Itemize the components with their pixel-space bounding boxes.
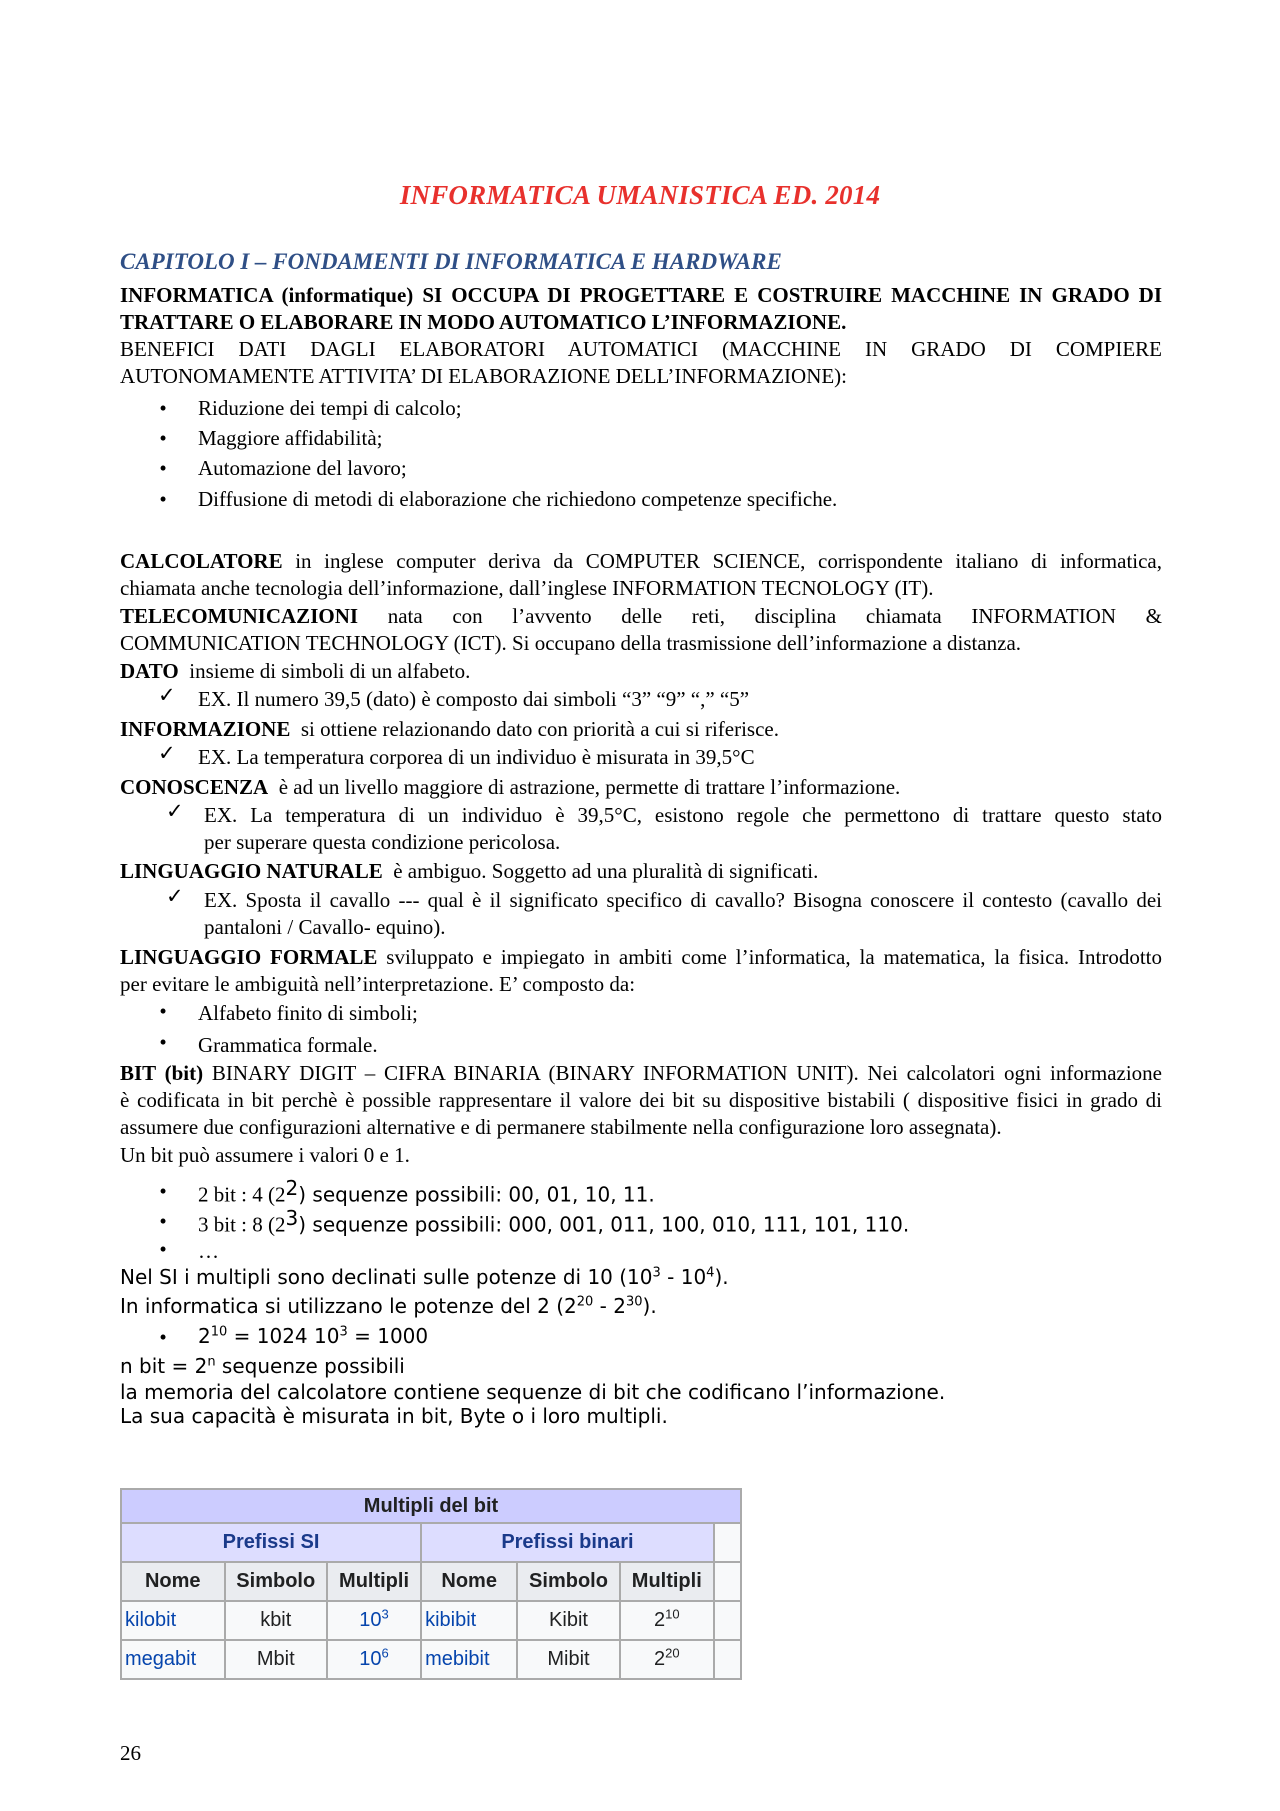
- dato-example: EX. Il numero 39,5 (dato) è composto dai simboli “3” “9” “,” “5”: [198, 687, 750, 711]
- dato-line: DATO insieme di simboli di un alfabeto.: [120, 659, 471, 683]
- binary-multiple: $2^{20}$: [621, 1641, 713, 1678]
- term-informatica: INFORMATICA (informatique): [120, 283, 414, 307]
- checkmark-icon: ✓: [158, 741, 176, 765]
- bit-line-4: Un bit può assumere i valori 0 e 1.: [120, 1143, 410, 1167]
- term-informazione: INFORMAZIONE: [120, 717, 291, 741]
- list-item: Alfabeto finito di simboli;: [198, 1001, 418, 1025]
- term-conoscenza: CONOSCENZA: [120, 775, 269, 799]
- table-empty-cell: [715, 1524, 740, 1561]
- binary-multiples-line: In informatica si utilizzano le potenze del 2 $(2^{20} - 2^{30})$.: [120, 1294, 657, 1318]
- table-group-binary: Prefissi binari: [422, 1524, 713, 1561]
- list-item: Diffusione di metodi di elaborazione che richiedono competenze specifiche.: [198, 487, 838, 511]
- linguaggio-naturale-example-line-2: pantaloni / Cavallo- equino).: [204, 915, 446, 939]
- bullet-dot: •: [159, 1325, 167, 1349]
- table-header: Multipli: [621, 1563, 713, 1600]
- checkmark-icon: ✓: [158, 683, 176, 707]
- linguaggio-formale-line-2: per evitare le ambiguità nell’interpretazione. E’ composto da:: [120, 972, 636, 996]
- linguaggio-formale-line-1: LINGUAGGIO FORMALE sviluppato e impiegato in ambiti come l’informatica, la matematica, la fisica. Introdotto: [120, 945, 1163, 969]
- binary-symbol: Kibit: [518, 1602, 618, 1639]
- calcolatore-line-2: chiamata anche tecnologia dell’informazione, dall’inglese INFORMATION TECNOLOGY (IT).: [120, 576, 934, 600]
- bullet-dot: •: [159, 456, 167, 480]
- memory-line-2: La sua capacità è misurata in bit, Byte o i loro multipli.: [120, 1404, 668, 1428]
- bit-line-1: BIT (bit) BINARY DIGIT – CIFRA BINARIA (BINARY INFORMATION UNIT). Nei calcolatori ogni informazione: [120, 1061, 1163, 1085]
- telecomunicazioni-line-2: COMMUNICATION TECHNOLOGY (ICT). Si occupano della trasmissione dell’informazione a distanza.: [120, 631, 1022, 655]
- si-symbol: Mbit: [226, 1641, 326, 1678]
- bullet-dot: •: [159, 396, 167, 420]
- binary-multiple: $2^{10}$: [621, 1602, 713, 1639]
- table-header: Nome: [122, 1563, 224, 1600]
- table-header: Simbolo: [226, 1563, 326, 1600]
- bit-line-3: assumere due configurazioni alternative e di permanere stabilmente nella configurazione loro assegnata).: [120, 1115, 1002, 1139]
- si-symbol: kbit: [226, 1602, 326, 1639]
- list-item: Grammatica formale.: [198, 1033, 378, 1057]
- page-number: 26: [120, 1741, 141, 1765]
- table-group-si: Prefissi SI: [122, 1524, 420, 1561]
- bullet-dot: •: [159, 1179, 167, 1203]
- chapter-heading: CAPITOLO I – FONDAMENTI DI INFORMATICA E HARDWARE: [120, 249, 782, 274]
- bullet-dot: •: [159, 1237, 167, 1261]
- informazione-line: INFORMAZIONE si ottiene relazionando dato con priorità a cui si riferisce.: [120, 717, 779, 741]
- term-dato: DATO: [120, 659, 179, 683]
- document-title: INFORMATICA UMANISTICA ED. 2014: [399, 180, 881, 210]
- calcolatore-line-1: CALCOLATORE in inglese computer deriva da COMPUTER SCIENCE, corrispondente italiano di informatica,: [120, 549, 1163, 573]
- intro-line-2: TRATTARE O ELABORARE IN MODO AUTOMATICO L’INFORMAZIONE.: [120, 310, 847, 334]
- table-empty-cell: [715, 1641, 740, 1678]
- binary-prefix-link[interactable]: mebibit: [422, 1641, 516, 1678]
- checkmark-icon: ✓: [166, 799, 184, 823]
- bullet-dot: •: [159, 487, 167, 511]
- memory-line-1: la memoria del calcolatore contiene sequenze di bit che codificano l’informazione.: [120, 1380, 946, 1404]
- table-header: Nome: [422, 1563, 516, 1600]
- table-header: Simbolo: [518, 1563, 618, 1600]
- table-row: [122, 1641, 740, 1678]
- conoscenza-example-line-2: per superare questa condizione pericolosa.: [204, 830, 561, 854]
- conoscenza-example-line-1: EX. La temperatura di un individuo è 39,5°C, esistono regole che permettono di trattare questo stato: [204, 803, 1162, 827]
- bit-sequence-3: 3 bit : 8 $(2^3)$ sequenze possibili: 000, 001, 011, 100, 010, 111, 101, 110.: [198, 1206, 910, 1237]
- binary-prefix-link[interactable]: kibibit: [422, 1602, 516, 1639]
- list-item: Riduzione dei tempi di calcolo;: [198, 396, 462, 420]
- checkmark-icon: ✓: [166, 884, 184, 908]
- n-bit-line: n bit = $2^n$ sequenze possibili: [120, 1354, 405, 1378]
- linguaggio-naturale-example-line-1: EX. Sposta il cavallo --- qual è il significato specifico di cavallo? Bisogna conoscere il contesto (cavallo dei: [204, 888, 1162, 912]
- list-item: Maggiore affidabilità;: [198, 426, 383, 450]
- binary-symbol: Mibit: [518, 1641, 618, 1678]
- term-calcolatore: CALCOLATORE: [120, 549, 283, 573]
- intro-line-1: [120, 282, 1162, 309]
- si-prefix-link[interactable]: kilobit: [122, 1602, 224, 1639]
- linguaggio-naturale-line: LINGUAGGIO NATURALE è ambiguo. Soggetto ad una pluralità di significati.: [120, 859, 819, 883]
- term-linguaggio-formale: LINGUAGGIO FORMALE: [120, 945, 378, 969]
- table-empty-cell: [715, 1563, 740, 1600]
- telecomunicazioni-line-1: TELECOMUNICAZIONI nata con l’avvento delle reti, disciplina chiamata INFORMATION &: [120, 604, 1163, 628]
- bullet-dot: •: [159, 999, 167, 1023]
- term-bit: BIT (bit): [120, 1061, 204, 1085]
- bullet-dot: •: [159, 1030, 167, 1054]
- conoscenza-line: CONOSCENZA è ad un livello maggiore di astrazione, permette di trattare l’informazione.: [120, 775, 901, 799]
- benefits-intro-line-2: AUTONOMAMENTE ATTIVITA’ DI ELABORAZIONE DELL’INFORMAZIONE):: [120, 364, 848, 388]
- bit-line-2: è codificata in bit perchè è possible rappresentare il valore dei bit su dispositive bistabili ( dispositive fisici in grado di: [120, 1088, 1162, 1112]
- list-item: Automazione del lavoro;: [198, 456, 407, 480]
- table-row: [122, 1602, 740, 1639]
- benefits-intro-line-1: BENEFICI DATI DAGLI ELABORATORI AUTOMATICI (MACCHINE IN GRADO DI COMPIERE: [120, 337, 1162, 361]
- power-equation: $2^{10} = 1024$ $10^3 = 1000$: [198, 1324, 429, 1348]
- si-multiple[interactable]: $10^6$: [328, 1641, 420, 1678]
- informazione-example: EX. La temperatura corporea di un individuo è misurata in 39,5°C: [198, 745, 755, 769]
- si-prefix-link[interactable]: megabit: [122, 1641, 224, 1678]
- si-multiples-line: Nel SI i multipli sono declinati sulle potenze di 10 $(10^3 - 10^4)$.: [120, 1265, 729, 1289]
- term-linguaggio-naturale: LINGUAGGIO NATURALE: [120, 859, 383, 883]
- term-telecomunicazioni: TELECOMUNICAZIONI: [120, 604, 359, 628]
- si-multiple[interactable]: $10^3$: [328, 1602, 420, 1639]
- bit-multiples-table: [120, 1488, 742, 1680]
- intro-line-1-rest: SI OCCUPA DI PROGETTARE E COSTRUIRE MACCHINE IN GRADO DI: [422, 283, 1163, 307]
- table-header: Multipli: [328, 1563, 420, 1600]
- bullet-dot: •: [159, 1209, 167, 1233]
- bit-sequence-ellipsis: …: [198, 1239, 219, 1263]
- table-empty-cell: [715, 1602, 740, 1639]
- table-caption: Multipli del bit: [122, 1490, 740, 1522]
- bit-sequence-2: 2 bit : 4 $(2^2)$ sequenze possibili: 00, 01, 10, 11.: [198, 1176, 655, 1207]
- bullet-dot: •: [159, 426, 167, 450]
